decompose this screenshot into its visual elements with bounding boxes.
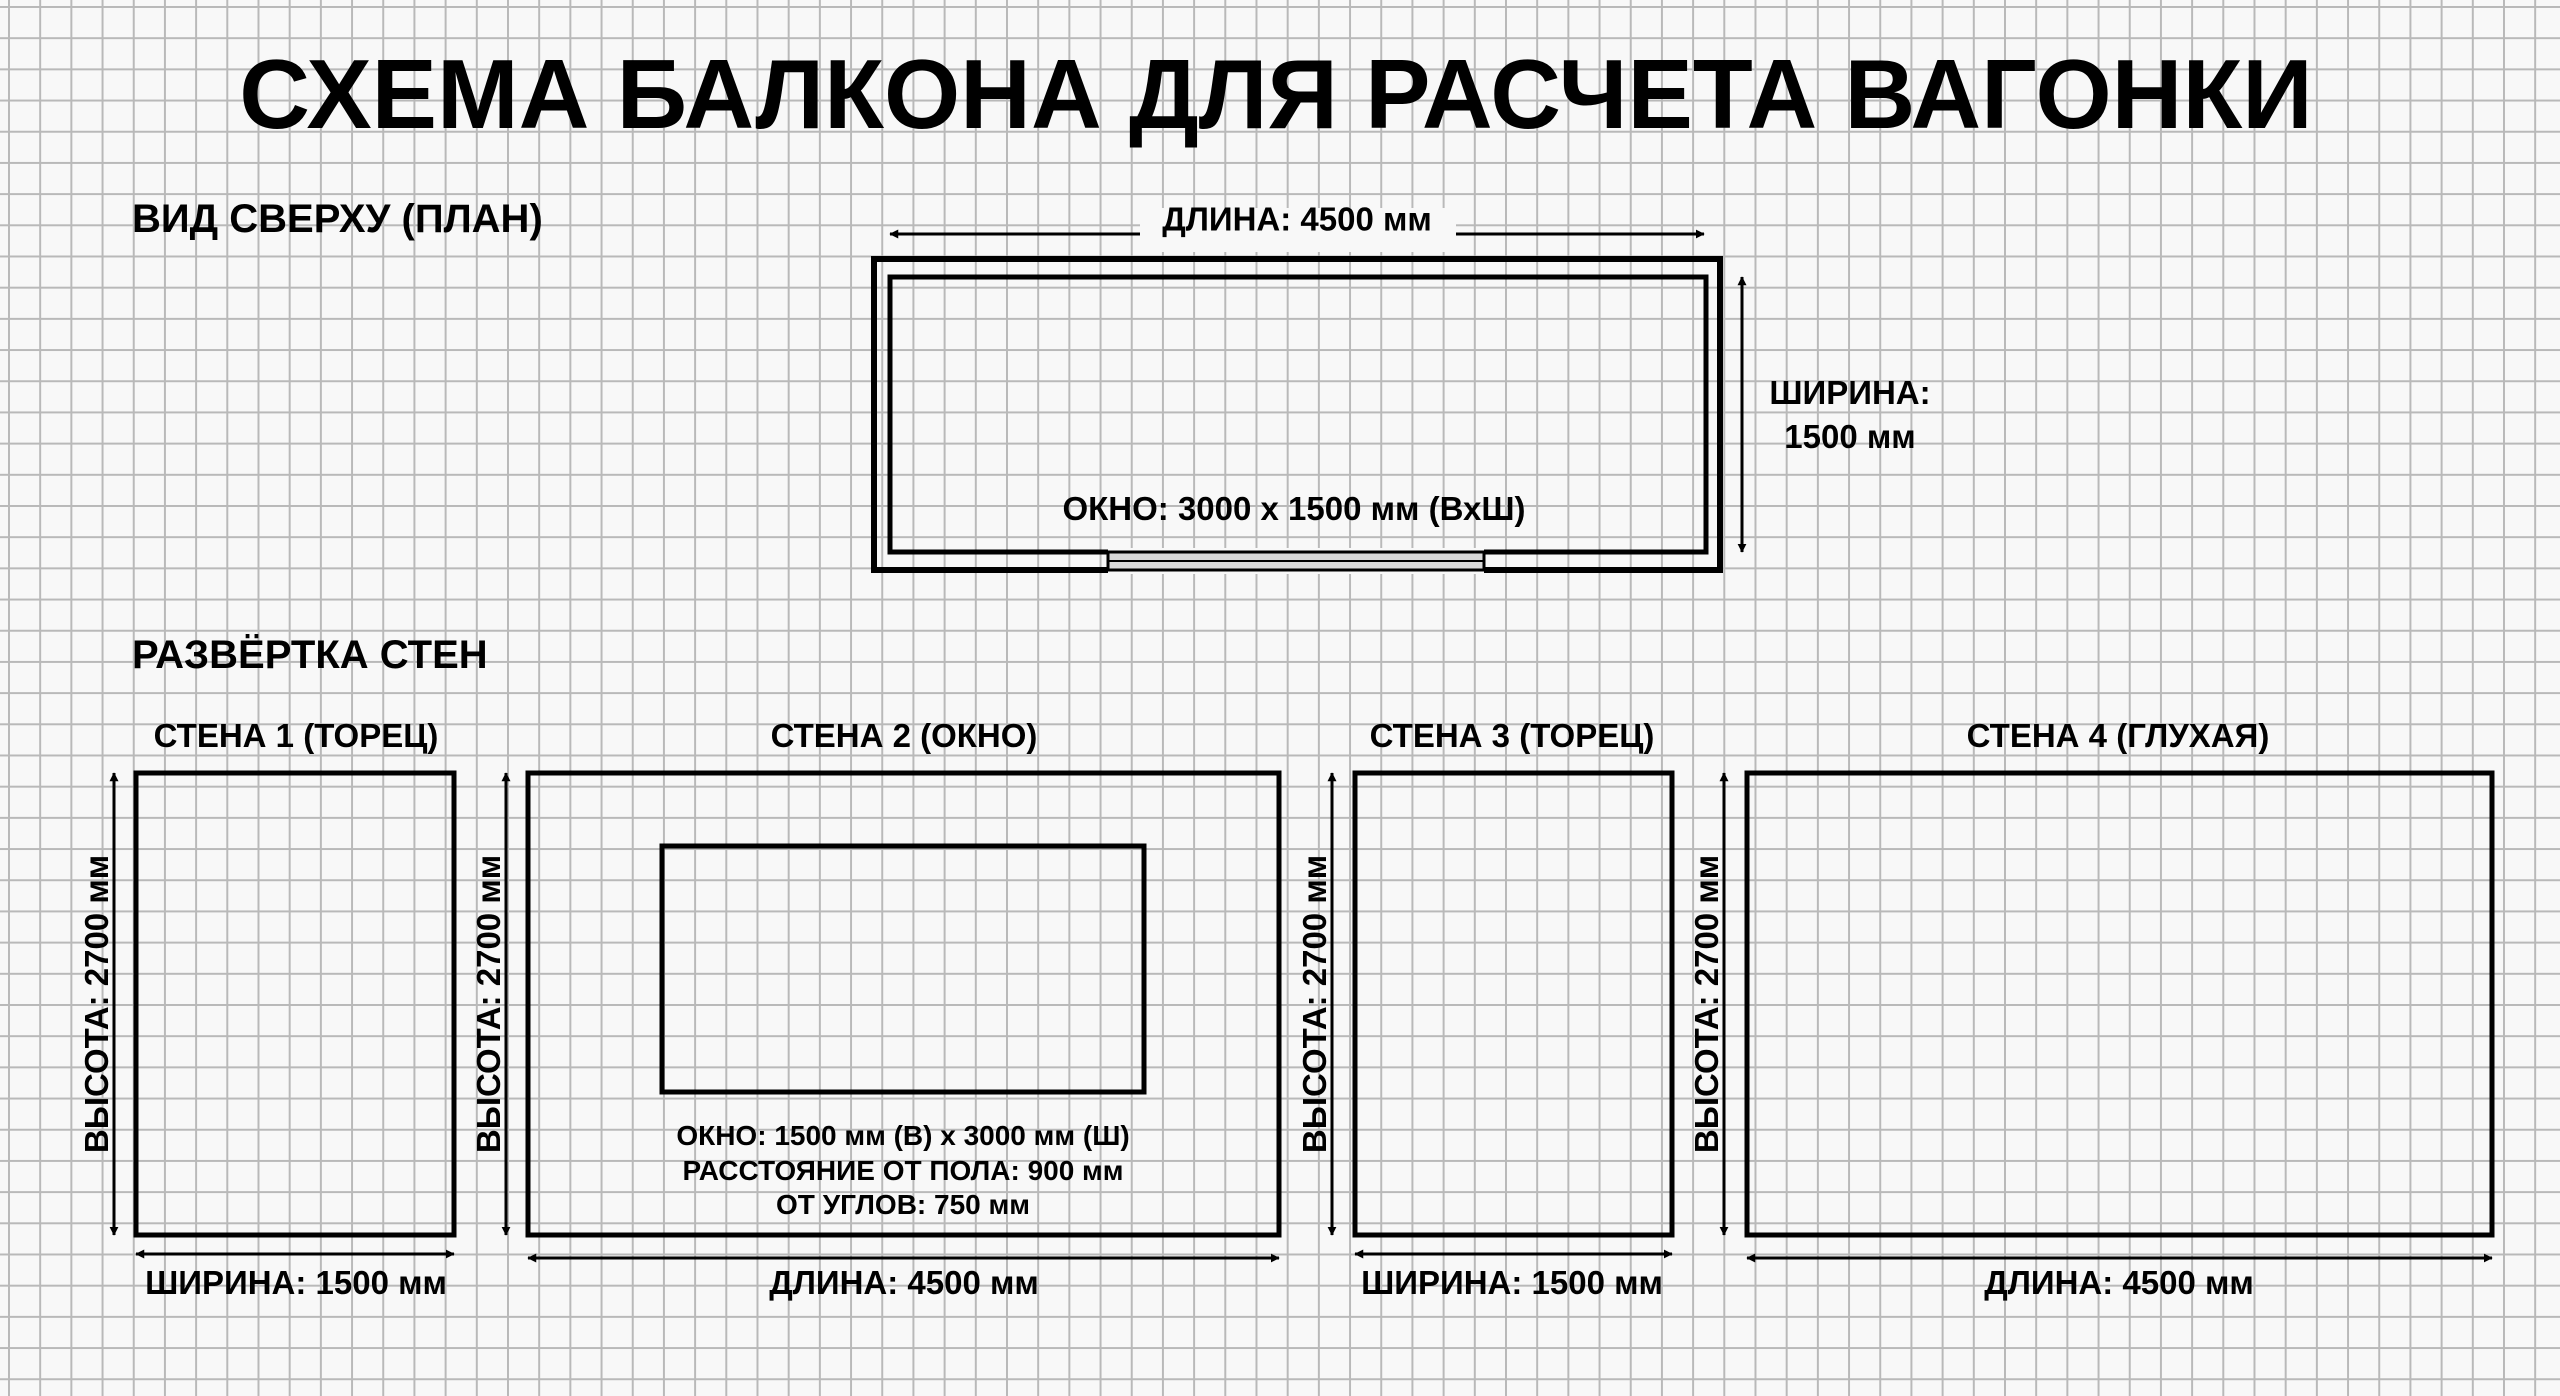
wall-1-title: СТЕНА 1 (ТОРЕЦ) bbox=[153, 717, 439, 754]
wall-3-height-label: ВЫСОТА: 2700 мм bbox=[1296, 854, 1333, 1154]
wall-4 bbox=[1688, 717, 2492, 1301]
plan-width-label-line2: 1500 мм bbox=[1784, 418, 1916, 455]
wall-4-length-label: ДЛИНА: 4500 мм bbox=[1984, 1264, 2254, 1301]
wall-1 bbox=[78, 717, 454, 1301]
wall-2-height-label: ВЫСОТА: 2700 мм bbox=[470, 854, 507, 1154]
wall-4-outline bbox=[1747, 773, 2492, 1235]
wall-2-window-note-line1: ОКНО: 1500 мм (В) х 3000 мм (Ш) bbox=[676, 1120, 1130, 1151]
wall-1-height-label: ВЫСОТА: 2700 мм bbox=[78, 854, 115, 1154]
plan-view bbox=[874, 201, 1931, 574]
plan-width-label-line1: ШИРИНА: bbox=[1769, 374, 1931, 411]
wall-3-outline bbox=[1355, 773, 1672, 1235]
wall-1-width-label: ШИРИНА: 1500 мм bbox=[145, 1264, 447, 1301]
wall-2-length-label: ДЛИНА: 4500 мм bbox=[769, 1264, 1039, 1301]
wall-3-width-label: ШИРИНА: 1500 мм bbox=[1361, 1264, 1663, 1301]
wall-2 bbox=[470, 717, 1279, 1301]
wall-2-title: СТЕНА 2 (ОКНО) bbox=[770, 717, 1038, 754]
wall-2-window bbox=[662, 846, 1144, 1092]
wall-4-title: СТЕНА 4 (ГЛУХАЯ) bbox=[1966, 717, 2270, 754]
wall-3-title: СТЕНА 3 (ТОРЕЦ) bbox=[1369, 717, 1655, 754]
wall-2-window-note-line2: РАССТОЯНИЕ ОТ ПОЛА: 900 мм bbox=[682, 1155, 1124, 1186]
plan-length-label: ДЛИНА: 4500 мм bbox=[1162, 200, 1432, 238]
wall-3 bbox=[1296, 717, 1672, 1301]
wall-2-window-note-line3: ОТ УГЛОВ: 750 мм bbox=[776, 1189, 1030, 1220]
unfold-heading: РАЗВЁРТКА СТЕН bbox=[132, 633, 488, 677]
page-title: СХЕМА БАЛКОНА ДЛЯ РАСЧЕТА ВАГОНКИ bbox=[239, 39, 2313, 149]
plan-window-label: ОКНО: 3000 х 1500 мм (ВхШ) bbox=[1062, 490, 1526, 527]
wall-1-outline bbox=[136, 773, 454, 1235]
wall-4-height-label: ВЫСОТА: 2700 мм bbox=[1688, 854, 1725, 1154]
plan-heading: ВИД СВЕРХУ (ПЛАН) bbox=[132, 197, 543, 241]
